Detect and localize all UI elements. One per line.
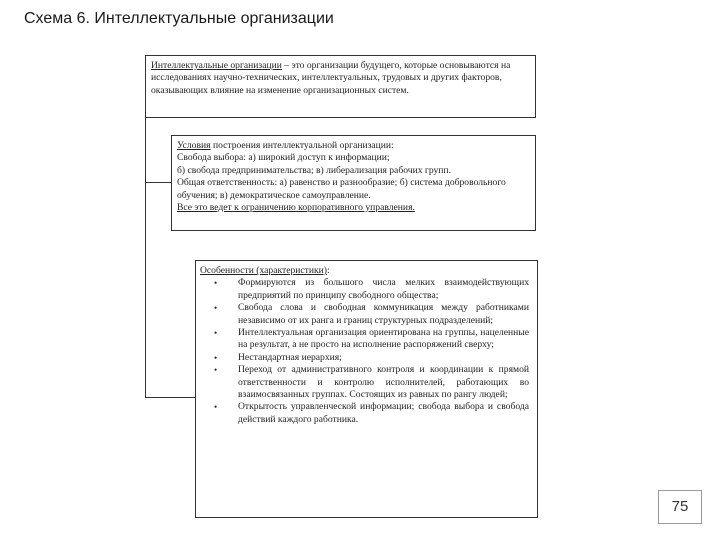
- list-item: [200, 302, 529, 327]
- conditions-heading: [177, 140, 530, 152]
- connector-line: [145, 118, 146, 397]
- feature-text: Нестандартная иерархия;: [238, 351, 342, 363]
- feature-text: Переход от административного контроля и координации к прямой ответственности и контролю исполнителей, работающих во взаимосвязанных группах. Состоящих из равных по рангу людей;: [238, 364, 529, 401]
- feature-text: Свобода слова и свободная коммуникация между работниками независимо от их ранга и границ структурных подразделений;: [238, 302, 529, 326]
- bullet-icon: •: [214, 303, 218, 314]
- feature-text: Интеллектуальная организация ориентирована на группы, нацеленные на результат, а не просто на исполнение распоряжений сверху;: [238, 327, 529, 351]
- definition-text: – это организации будущего, которые основываются на исследованиях научно-технических, интеллектуальных, трудовых и других факторов, оказывающих влияние на изменение организационных систем.: [151, 60, 511, 96]
- conditions-conclusion: Все это ведет к ограничению корпоративного управления.: [177, 202, 415, 214]
- bullet-icon: •: [214, 402, 218, 413]
- slide-title: Схема 6. Интеллектуальные организации: [24, 10, 334, 27]
- list-item: [200, 277, 529, 302]
- bullet-icon: •: [214, 365, 218, 376]
- features-heading-row: [200, 265, 529, 277]
- page-number: 75: [658, 490, 702, 524]
- definition-box: [145, 55, 536, 118]
- conditions-term: Условия: [177, 140, 211, 151]
- bullet-icon: •: [214, 352, 218, 363]
- list-item: [200, 327, 529, 352]
- conditions-heading-rest: построения интеллектуальной организации:: [210, 140, 394, 151]
- conditions-box: [171, 135, 536, 231]
- features-list: [200, 277, 529, 426]
- conditions-line: Общая ответственность: а) равенство и разнообразие; б) система добровольного обучения; в) демократическое самоуправление.: [177, 177, 506, 201]
- features-heading-colon: :: [326, 265, 330, 276]
- bullet-icon: •: [214, 278, 218, 289]
- list-item: [200, 352, 529, 364]
- feature-text: Открытость управленческой информации; свобода выбора и свобода действий каждого работника.: [238, 401, 529, 425]
- connector-line: [145, 397, 195, 398]
- conditions-line: Свобода выбора: а) широкий доступ к информации;: [177, 152, 390, 164]
- feature-text: Формируются из большого числа мелких взаимодействующих предприятий по принципу свободного общества;: [238, 277, 529, 301]
- connector-line: [145, 182, 171, 183]
- list-item: [200, 401, 529, 426]
- definition-term: Интеллектуальные организации: [151, 60, 282, 71]
- list-item: [200, 364, 529, 401]
- bullet-icon: •: [214, 328, 218, 339]
- features-box: [195, 260, 538, 518]
- conditions-line: б) свобода предпринимательства; в) либерализация рабочих групп.: [177, 164, 451, 176]
- features-heading: Особенности (характеристики): [200, 265, 327, 276]
